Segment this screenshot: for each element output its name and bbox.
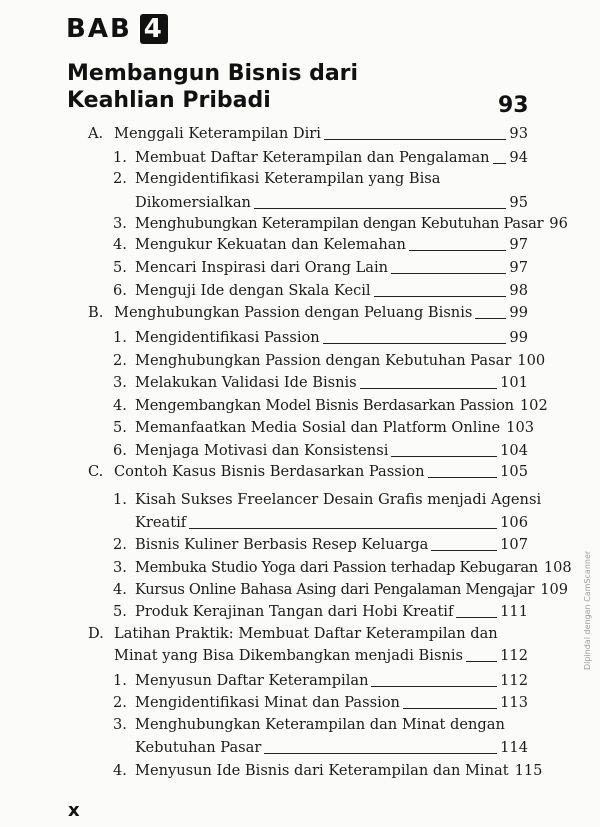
- item-title: Membuka Studio Yoga dari Passion terhadap Kebugaran: [135, 559, 538, 576]
- item-number: 3.: [113, 559, 127, 576]
- dot-leader: [391, 272, 506, 274]
- item-title: Menyusun Daftar Keterampilan: [135, 672, 369, 689]
- page-number: 100: [517, 352, 546, 369]
- item-title: Menghubungkan Keterampilan dan Minat dengan: [135, 716, 505, 733]
- item-number: 5.: [113, 259, 127, 276]
- item-number: 6.: [113, 282, 127, 299]
- toc-item[interactable]: [113, 256, 528, 278]
- item-title: Mengidentifikasi Keterampilan yang Bisa: [135, 170, 441, 187]
- section-title: Latihan Praktik: Membuat Daftar Keterampilan dan: [114, 625, 498, 642]
- toc-section-d[interactable]: [88, 622, 498, 644]
- toc-item[interactable]: [113, 713, 505, 735]
- bab-label: BAB: [66, 14, 132, 44]
- toc-item[interactable]: [113, 416, 535, 438]
- page-number: 97: [509, 236, 528, 253]
- item-title: Produk Kerajinan Tangan dari Hobi Kreatif: [135, 603, 454, 620]
- dot-leader: [431, 549, 497, 551]
- toc-item[interactable]: [113, 439, 528, 461]
- item-title: Mengukur Kekuatan dan Kelemahan: [135, 236, 406, 253]
- page-number: 106: [500, 514, 528, 531]
- toc-item[interactable]: [113, 233, 528, 255]
- dot-leader: [371, 685, 497, 687]
- page-number: 99: [509, 304, 528, 321]
- dot-leader: [324, 138, 506, 140]
- item-title: Memanfaatkan Media Sosial dan Platform Online: [135, 419, 501, 436]
- section-title: Contoh Kasus Bisnis Berdasarkan Passion: [114, 463, 425, 480]
- chapter-page-number: 93: [498, 93, 529, 118]
- bab-number: 4: [140, 14, 168, 44]
- toc-item[interactable]: [113, 371, 528, 393]
- item-number: 1.: [113, 491, 127, 508]
- chapter-title-line1: Membangun Bisnis dari: [67, 61, 359, 86]
- item-number: 4.: [113, 581, 127, 598]
- item-number: 2.: [113, 352, 127, 369]
- page-number: 107: [500, 536, 528, 553]
- item-number: 6.: [113, 442, 127, 459]
- toc-item[interactable]: [113, 691, 528, 713]
- dot-leader: [264, 752, 497, 754]
- section-title-cont: Minat yang Bisa Dikembangkan menjadi Bisnis: [114, 647, 463, 664]
- item-number: 2.: [113, 536, 127, 553]
- toc-section-c[interactable]: [88, 460, 528, 482]
- item-title: Kisah Sukses Freelancer Desain Grafis menjadi Agensi: [135, 491, 542, 508]
- dot-leader: [428, 476, 498, 478]
- page-number: 112: [500, 672, 528, 689]
- item-title: Bisnis Kuliner Berbasis Resep Keluarga: [135, 536, 429, 553]
- item-number: 2.: [113, 170, 127, 187]
- item-title: Menghubungkan Keterampilan dengan Kebutuhan Pasar: [135, 215, 544, 232]
- toc-item[interactable]: [113, 326, 528, 348]
- item-number: 3.: [113, 716, 127, 733]
- toc-section-b[interactable]: [88, 301, 528, 323]
- item-title: Kursus Online Bahasa Asing dari Pengalaman Mengajar: [135, 581, 535, 598]
- item-title: Menguji Ide dengan Skala Kecil: [135, 282, 371, 299]
- section-label: A.: [88, 125, 104, 142]
- item-title: Membuat Daftar Keterampilan dan Pengalaman: [135, 149, 490, 166]
- page-number: 112: [500, 647, 528, 664]
- item-title: Menjaga Motivasi dan Konsistensi: [135, 442, 389, 459]
- item-title: Mengidentifikasi Minat dan Passion: [135, 694, 400, 711]
- dot-leader: [391, 455, 497, 457]
- toc-item[interactable]: [113, 394, 548, 416]
- page-number: 95: [509, 194, 528, 211]
- item-title: Menghubungkan Passion dengan Kebutuhan Pasar: [135, 352, 512, 369]
- item-number: 4.: [113, 236, 127, 253]
- toc-item[interactable]: [113, 146, 528, 168]
- toc-item[interactable]: [113, 279, 528, 301]
- toc-item[interactable]: [113, 578, 569, 600]
- section-label: B.: [88, 304, 104, 321]
- item-number: 1.: [113, 329, 127, 346]
- section-label: C.: [88, 463, 104, 480]
- chapter-title: [67, 60, 358, 114]
- section-title: Menghubungkan Passion dengan Peluang Bisnis: [114, 304, 473, 321]
- toc-item[interactable]: [113, 488, 541, 510]
- toc-section-continuation[interactable]: [114, 644, 528, 666]
- dot-leader: [403, 707, 497, 709]
- toc-section-a[interactable]: [88, 122, 528, 144]
- toc-item[interactable]: [113, 600, 528, 622]
- page-number: 104: [500, 442, 528, 459]
- page-number: 115: [514, 762, 543, 779]
- item-number: 4.: [113, 762, 127, 779]
- footer-page-marker: x: [68, 800, 80, 821]
- item-number: 1.: [113, 672, 127, 689]
- page-number: 96: [549, 215, 568, 232]
- page-number: 93: [509, 125, 528, 142]
- item-number: 4.: [113, 397, 127, 414]
- toc-item[interactable]: [113, 167, 440, 189]
- page-number: 99: [509, 329, 528, 346]
- toc-item-continuation[interactable]: [135, 736, 528, 758]
- page-number: 102: [519, 397, 548, 414]
- page-number: 105: [500, 463, 528, 480]
- item-title: Melakukan Validasi Ide Bisnis: [135, 374, 357, 391]
- toc-item-continuation[interactable]: [135, 191, 528, 213]
- item-title-cont: Kebutuhan Pasar: [135, 739, 262, 756]
- dot-leader: [493, 162, 507, 164]
- page-number: 113: [500, 694, 528, 711]
- toc-item-continuation[interactable]: [135, 511, 528, 533]
- chapter-label: [66, 14, 168, 44]
- dot-leader: [475, 317, 506, 319]
- chapter-title-line2: Keahlian Pribadi: [67, 88, 271, 113]
- page-number: 101: [500, 374, 528, 391]
- item-title: Mencari Inspirasi dari Orang Lain: [135, 259, 389, 276]
- page-number: 103: [506, 419, 535, 436]
- section-label: D.: [88, 625, 104, 642]
- item-title-cont: Kreatif: [135, 514, 187, 531]
- toc-item[interactable]: [113, 759, 543, 781]
- dot-leader: [254, 207, 507, 209]
- toc-item[interactable]: [113, 669, 528, 691]
- item-number: 5.: [113, 603, 127, 620]
- page-number: 109: [540, 581, 569, 598]
- scanner-watermark: Dipindai dengan CamScanner: [583, 550, 592, 670]
- dot-leader: [374, 295, 507, 297]
- item-number: 1.: [113, 149, 127, 166]
- page-number: 94: [509, 149, 528, 166]
- item-number: 5.: [113, 419, 127, 436]
- dot-leader: [189, 527, 497, 529]
- toc-item[interactable]: [113, 533, 528, 555]
- page-number: 98: [509, 282, 528, 299]
- page-number: 108: [543, 559, 572, 576]
- page-number: 114: [500, 739, 528, 756]
- dot-leader: [456, 616, 497, 618]
- item-number: 2.: [113, 694, 127, 711]
- page-number: 111: [500, 603, 528, 620]
- item-title: Menyusun Ide Bisnis dari Keterampilan dan Minat: [135, 762, 509, 779]
- toc-item[interactable]: [113, 212, 568, 234]
- item-title-cont: Dikomersialkan: [135, 194, 251, 211]
- toc-item[interactable]: [113, 349, 546, 371]
- toc-item[interactable]: [113, 556, 572, 578]
- item-number: 3.: [113, 374, 127, 391]
- item-number: 3.: [113, 215, 127, 232]
- item-title: Mengidentifikasi Passion: [135, 329, 320, 346]
- dot-leader: [409, 249, 507, 251]
- dot-leader: [360, 387, 497, 389]
- item-title: Mengembangkan Model Bisnis Berdasarkan Passion: [135, 397, 514, 414]
- dot-leader: [466, 660, 497, 662]
- dot-leader: [323, 342, 507, 344]
- section-title: Menggali Keterampilan Diri: [114, 125, 321, 142]
- page-number: 97: [509, 259, 528, 276]
